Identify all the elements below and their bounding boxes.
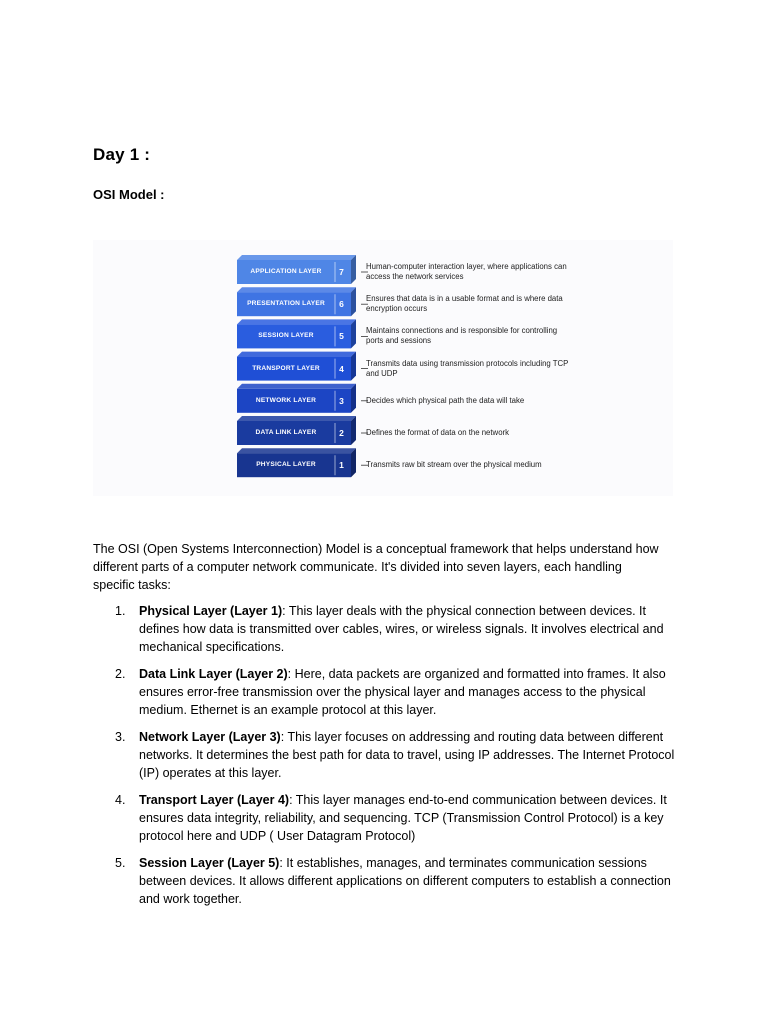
layer-number: 4 bbox=[339, 363, 344, 374]
osi-layer-list bbox=[93, 602, 683, 917]
list-item bbox=[93, 791, 683, 845]
layer-description: Ensures that data is in a usable format and is where data encryption occurs bbox=[366, 294, 563, 314]
list-item-text: : It establishes, manages, and terminates communication sessions between devices. It allows different applications on different computers to establish a connection and work together. bbox=[139, 856, 671, 906]
list-item-text: : This layer deals with the physical connection between devices. It defines how data is transmitted over cables, wires, or wireless signals. It involves electrical and mechanical specifications. bbox=[139, 604, 664, 654]
layer-name: PHYSICAL LAYER bbox=[256, 461, 316, 469]
layer-name: SESSION LAYER bbox=[258, 332, 314, 340]
layer-number: 7 bbox=[339, 267, 344, 277]
layer-name: TRANSPORT LAYER bbox=[252, 364, 320, 372]
layer-name: NETWORK LAYER bbox=[255, 396, 317, 404]
list-item-number: 3. bbox=[115, 730, 126, 744]
layer-number: 1 bbox=[339, 460, 344, 471]
page-heading: Day 1 : bbox=[93, 145, 151, 164]
list-item-number: 5. bbox=[115, 856, 126, 870]
list-item-number: 2. bbox=[115, 667, 126, 681]
list-item-number: 1. bbox=[115, 604, 126, 618]
list-item bbox=[93, 602, 683, 656]
list-item-title: Session Layer (Layer 5) bbox=[139, 856, 280, 870]
intro-paragraph: The OSI (Open Systems Interconnection) Model is a conceptual framework that helps understand how different parts of a computer network communicate. It's divided into seven layers, each handling specific tasks: bbox=[93, 542, 659, 592]
list-item bbox=[93, 854, 683, 908]
list-item-title: Network Layer (Layer 3) bbox=[139, 730, 281, 744]
layer-description: Defines the format of data on the network bbox=[366, 428, 510, 437]
layer-description: Transmits data using transmission protocols including TCP and UDP bbox=[366, 358, 569, 378]
section-heading: OSI Model : bbox=[93, 187, 165, 202]
layer-name: PRESENTATION LAYER bbox=[247, 300, 325, 308]
layer-number: 6 bbox=[339, 299, 344, 310]
list-item-title: Physical Layer (Layer 1) bbox=[139, 604, 283, 618]
layer-description: Human-computer interaction layer, where applications can access the network services bbox=[366, 262, 567, 281]
layer-description: Decides which physical path the data will take bbox=[366, 395, 525, 405]
list-item-text: : This layer focuses on addressing and routing data between different networks. It determines the best path for data to travel, using IP addresses. The Internet Protocol (IP) operates at this layer. bbox=[139, 730, 675, 780]
layer-description: Transmits raw bit stream over the physical medium bbox=[366, 460, 542, 470]
list-item-title: Transport Layer (Layer 4) bbox=[139, 793, 290, 807]
list-item-title: Data Link Layer (Layer 2) bbox=[139, 667, 288, 681]
layer-number: 3 bbox=[339, 395, 344, 406]
layer-name: DATA LINK LAYER bbox=[255, 429, 317, 436]
layer-number: 2 bbox=[339, 428, 344, 438]
layer-description: Maintains connections and is responsible for controlling ports and sessions bbox=[366, 326, 558, 346]
layer-number: 5 bbox=[339, 331, 344, 342]
osi-model-diagram bbox=[93, 240, 673, 496]
layer-name: APPLICATION LAYER bbox=[250, 268, 322, 275]
list-item bbox=[93, 665, 683, 719]
list-item-text: : This layer manages end-to-end communication between devices. It ensures data integrity, reliability, and sequencing. TCP (Transmission Control Protocol) is a key protocol here and UDP ( User Datagram Protocol) bbox=[139, 793, 667, 843]
list-item-number: 4. bbox=[115, 793, 126, 807]
list-item bbox=[93, 728, 683, 782]
list-item-text: : Here, data packets are organized and formatted into frames. It also ensures error-free transmission over the physical layer and manages access to the physical medium. Ethernet is an example protocol at this layer. bbox=[139, 667, 666, 717]
